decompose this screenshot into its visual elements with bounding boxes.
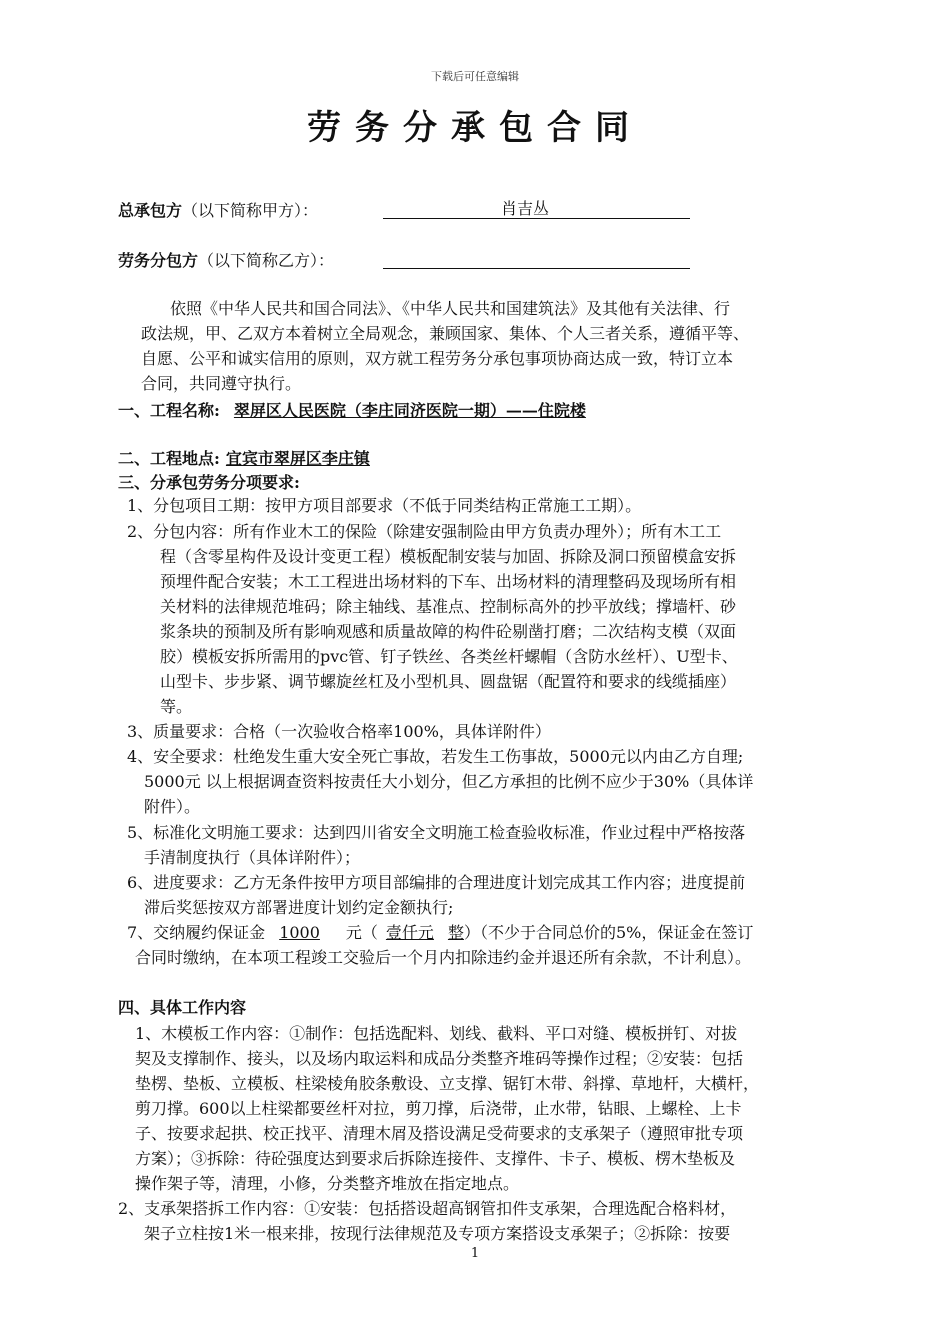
s4-line: 剪刀撑。600以上柱梁都要丝杆对拉，剪刀撑，后浇带，止水带，钻眼、上螺栓、上卡 [135, 1099, 742, 1118]
s4-line: 子、按要求起拱、校正找平、清理木屑及搭设满足受荷要求的支承架子（遵照审批专项 [135, 1124, 744, 1143]
s3-item-7 [127, 920, 753, 945]
s3-line: 5000元 以上根据调查资料按责任大小划分，但乙方承担的比例不应少于30%（具体详 [144, 772, 754, 791]
party-b-field [383, 246, 690, 269]
s4-line: 2、支承架搭拆工作内容：①安装：包括搭设超高钢管扣件支承架，合理选配合格料材， [118, 1199, 737, 1218]
deposit-zheng: 整 [447, 923, 464, 942]
deposit-prefix: 7、交纳履约保证金 [127, 923, 266, 942]
s3-line: 浆条块的预制及所有影响观感和质量故障的构件砼剔凿打磨；二次结构支模（双面 [160, 622, 737, 641]
s4-line: 1、木模板工作内容：①制作：包括选配料、划线、截料、平口对缝、模板拼钉、对拔 [135, 1024, 738, 1043]
s4-line: 架子立柱按1米一根来排，按现行法律规范及专项方案搭设支承架子；②拆除：按要 [144, 1224, 731, 1243]
party-b-label [118, 248, 334, 271]
project-location: 宜宾市翠屏区李庄镇 [225, 449, 370, 468]
s3-line: 手清制度执行（具体详附件）； [144, 848, 361, 867]
s3-line: 程（含零星构件及设计变更工程）模板配制安装与加固、拆除及洞口预留模盒安拆 [160, 547, 737, 566]
document-title: 劳务分承包合同 [307, 108, 643, 148]
party-a-label-rest: （以下简称甲方）： [182, 201, 319, 220]
section-2-label: 二、工程地点: [118, 449, 220, 468]
s3-line: 滞后奖惩按双方部署进度计划约定金额执行; [144, 898, 454, 917]
intro-line: 合同，共同遵守执行。 [141, 374, 302, 393]
section-4-heading: 四、具体工作内容 [118, 998, 247, 1017]
header-note: 下载后可任意编辑 [431, 70, 519, 83]
party-a-label-bold: 总承包方 [118, 201, 183, 220]
intro-line: 自愿、公平和诚实信用的原则，双方就工程劳务分承包事项协商达成一致，特订立本 [141, 349, 734, 368]
s4-line: 方案）；③拆除：待砼强度达到要求后拆除连接件、支撑件、卡子、模板、楞木垫板及 [135, 1149, 736, 1168]
deposit-amount-words: 壹仟元 [385, 923, 434, 942]
section-2 [118, 446, 666, 469]
party-b-label-bold: 劳务分包方 [118, 251, 199, 270]
party-a-field [383, 196, 690, 219]
section-3-heading: 三、分承包劳务分项要求: [118, 473, 300, 492]
s3-line: 1、分包项目工期：按甲方项目部要求（不低于同类结构正常施工工期）。 [127, 496, 642, 515]
party-b-label-rest: （以下简称乙方）： [198, 251, 335, 270]
intro-line: 政法规，甲、乙双方本着树立全局观念，兼顾国家、集体、个人三者关系，遵循平等、 [141, 324, 750, 343]
s4-line: 契及支撑制作、接头，以及场内取运料和成品分类整齐堆码等操作过程；②安装：包括 [135, 1049, 744, 1068]
s3-item-7-line2: 合同时缴纳，在本项工程竣工交验后一个月内扣除违约金并退还所有余款，不计利息）。 [135, 948, 752, 967]
s3-line: 关材料的法律规范堆码；除主轴线、基准点、控制标高外的抄平放线；撑墙杆、砂 [160, 597, 737, 616]
s3-line: 6、进度要求：乙方无条件按甲方项目部编排的合理进度计划完成其工作内容；进度提前 [127, 873, 746, 892]
intro-line: 依照《中华人民共和国合同法》、《中华人民共和国建筑法》及其他有关法律、行 [170, 299, 731, 318]
section-1 [118, 398, 622, 421]
s3-line: 预埋件配合安装；木工工程进出场材料的下车、出场材料的清理整码及现场所有相 [160, 572, 737, 591]
s3-line: 4、安全要求：杜绝发生重大安全死亡事故，若发生工伤事故，5000元以内由乙方自理; [127, 747, 744, 766]
s3-line: 附件）。 [144, 797, 201, 816]
s4-line: 操作架子等，清理，小修，分类整齐堆放在指定地点。 [135, 1174, 520, 1193]
party-a-value: 肖吉丛 [501, 199, 550, 218]
party-a-label [118, 198, 318, 221]
s4-line: 垫楞、垫板、立模板、柱梁棱角胶条敷设、立支撑、锯钉木带、斜撑、草地杆，大横杆， [135, 1074, 760, 1093]
deposit-suffix: ）（不少于合同总价的5%，保证金在签订 [463, 923, 754, 942]
s3-line: 等。 [160, 697, 193, 716]
s3-line: 3、质量要求：合格（一次验收合格率100%，具体详附件） [127, 722, 551, 741]
deposit-unit: 元（ [345, 923, 378, 942]
s3-line: 5、标准化文明施工要求：达到四川省安全文明施工检查验收标准，作业过程中严格按落 [127, 823, 746, 842]
s3-line: 胶）模板安拆所需用的pvc管、钉子铁丝、各类丝杆螺帽（含防水丝杆）、U型卡、 [160, 647, 738, 666]
project-name: 翠屏区人民医院（李庄同济医院一期）——住院楼 [233, 401, 586, 420]
s3-line: 2、分包内容：所有作业木工的保险（除建安强制险由甲方负责办理外）；所有木工工 [127, 522, 722, 541]
s3-line: 山型卡、步步紧、调节螺旋丝杠及小型机具、圆盘锯（配置符和要求的线缆插座） [160, 672, 737, 691]
deposit-amount: 1000 [279, 923, 320, 942]
section-1-label: 一、工程名称: [118, 401, 220, 420]
page-number: 1 [470, 1246, 480, 1261]
